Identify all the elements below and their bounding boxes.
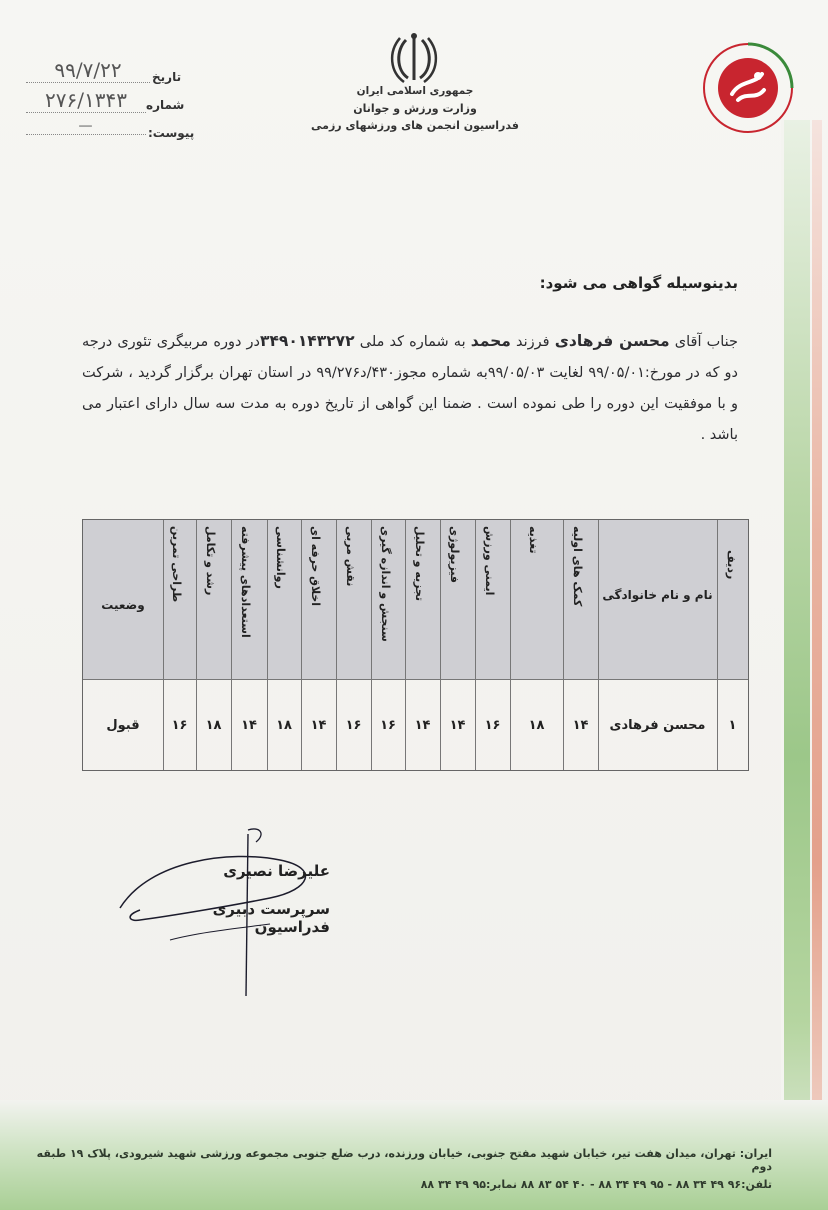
header-subject-11: رشد و تکامل bbox=[204, 526, 217, 596]
number-value: ۲۷۶/۱۳۴۳ bbox=[26, 88, 146, 113]
attachment-value: — bbox=[26, 118, 146, 135]
header-subject-4: فیزیولوژی bbox=[448, 526, 461, 584]
header-subject-10: استعدادهای پیشرفته bbox=[239, 526, 252, 638]
cell-score-7: ۱۶ bbox=[345, 717, 362, 733]
header-line-3: فدراسیون انجمن های ورزشهای رزمی bbox=[311, 119, 519, 132]
header-subject-2: تغذیه bbox=[527, 526, 540, 554]
cell-score-6: ۱۶ bbox=[380, 717, 396, 733]
federation-logo bbox=[700, 40, 796, 136]
body-person-name: محسن فرهادی bbox=[554, 332, 670, 350]
date-label: تاریخ bbox=[152, 70, 182, 84]
body-id-label: به شماره کد ملی bbox=[359, 334, 466, 350]
header-subject-5: تجزیه و تحلیل bbox=[413, 526, 426, 602]
header-subject-6: سنجش و اندازه گیری bbox=[379, 526, 392, 642]
header-name: نام و نام خانوادگی bbox=[602, 588, 713, 602]
cell-score-4: ۱۴ bbox=[449, 717, 466, 733]
cell-score-10: ۱۴ bbox=[241, 717, 257, 733]
signatory-name: علیرضا نصیری bbox=[223, 862, 330, 880]
body-child-of: فرزند bbox=[516, 334, 550, 350]
body-rest: در دوره مربیگری تئوری درجه دو که در مورخ:۹۹/۰۵/۰۱ لغایت ۹۹/۰۵/۰۳به شماره مجوز۴۳۰/د۹۹/۲۷۶ در استان تهران برگزار گردید ، شرکت و با موفقیت این دوره را طی نموده است . ضمنا این گواهی از تاریخ دوره به مدت سه سال دارای اعتبار می باشد . bbox=[82, 334, 738, 443]
body-national-id: ۳۴۹۰۱۴۳۲۷۲ bbox=[260, 332, 355, 350]
cell-score-9: ۱۸ bbox=[276, 717, 292, 733]
number-label: شماره bbox=[146, 98, 185, 112]
header-subject-9: روانشناسی bbox=[274, 526, 287, 589]
certificate-body bbox=[82, 326, 738, 451]
cell-score-5: ۱۴ bbox=[414, 717, 431, 733]
header-subject-7: نقش مربی bbox=[344, 526, 357, 587]
header-status: وضعیت bbox=[101, 598, 145, 612]
cell-status: قبول bbox=[106, 717, 140, 733]
attachment-label: پیوست: bbox=[148, 126, 195, 140]
cell-score-2: ۱۸ bbox=[528, 717, 545, 733]
header-line-1: جمهوری اسلامی ایران bbox=[356, 85, 474, 97]
cell-score-1: ۱۴ bbox=[572, 717, 589, 733]
cell-score-12: ۱۶ bbox=[171, 717, 188, 733]
certificate-title: بدینوسیله گواهی می شود: bbox=[539, 274, 738, 292]
header-subject-8: اخلاق حرفه ای bbox=[309, 526, 322, 607]
header-line-2: وزارت ورزش و جوانان bbox=[353, 102, 477, 115]
header-subject-1: کمک های اولیه bbox=[571, 526, 584, 607]
header-row-index: ردیف bbox=[725, 550, 738, 580]
cell-row-index: ۱ bbox=[728, 717, 737, 733]
cell-name: محسن فرهادی bbox=[609, 717, 706, 733]
scores-table bbox=[82, 519, 749, 771]
body-salutation: جناب آقای bbox=[674, 334, 739, 350]
cell-score-8: ۱۴ bbox=[310, 717, 327, 733]
side-stripe-red bbox=[812, 120, 822, 1180]
side-stripe-green bbox=[784, 120, 810, 1180]
body-father-name: محمد bbox=[470, 332, 511, 350]
footer-address: ایران: تهران، میدان هفت تیر، خیابان شهید مفتح جنوبی، خیابان ورزنده، درب ضلع جنوبی مجموعه ورزشی شهید شیرودی، پلاک ۱۹ طبقه دوم bbox=[36, 1147, 772, 1173]
cell-score-11: ۱۸ bbox=[205, 717, 222, 733]
header-subject-3: ایمنی ورزش bbox=[483, 526, 496, 596]
iran-emblem-icon bbox=[386, 30, 442, 86]
side-stripe-white bbox=[781, 120, 784, 1180]
header-subject-12: طراحی تمرین bbox=[170, 526, 183, 603]
cell-score-3: ۱۶ bbox=[484, 717, 501, 733]
signatory-role: سرپرست دبیری فدراسیون bbox=[212, 900, 330, 936]
date-value: ۹۹/۷/۲۲ bbox=[26, 58, 150, 83]
footer-phone: تلفن:۹۶ ۴۹ ۳۴ ۸۸ - ۹۵ ۴۹ ۳۴ ۸۸ - ۴۰ ۵۴ ۸۳ ۸۸ نمابر:۹۵ ۴۹ ۳۴ ۸۸ bbox=[420, 1178, 772, 1191]
